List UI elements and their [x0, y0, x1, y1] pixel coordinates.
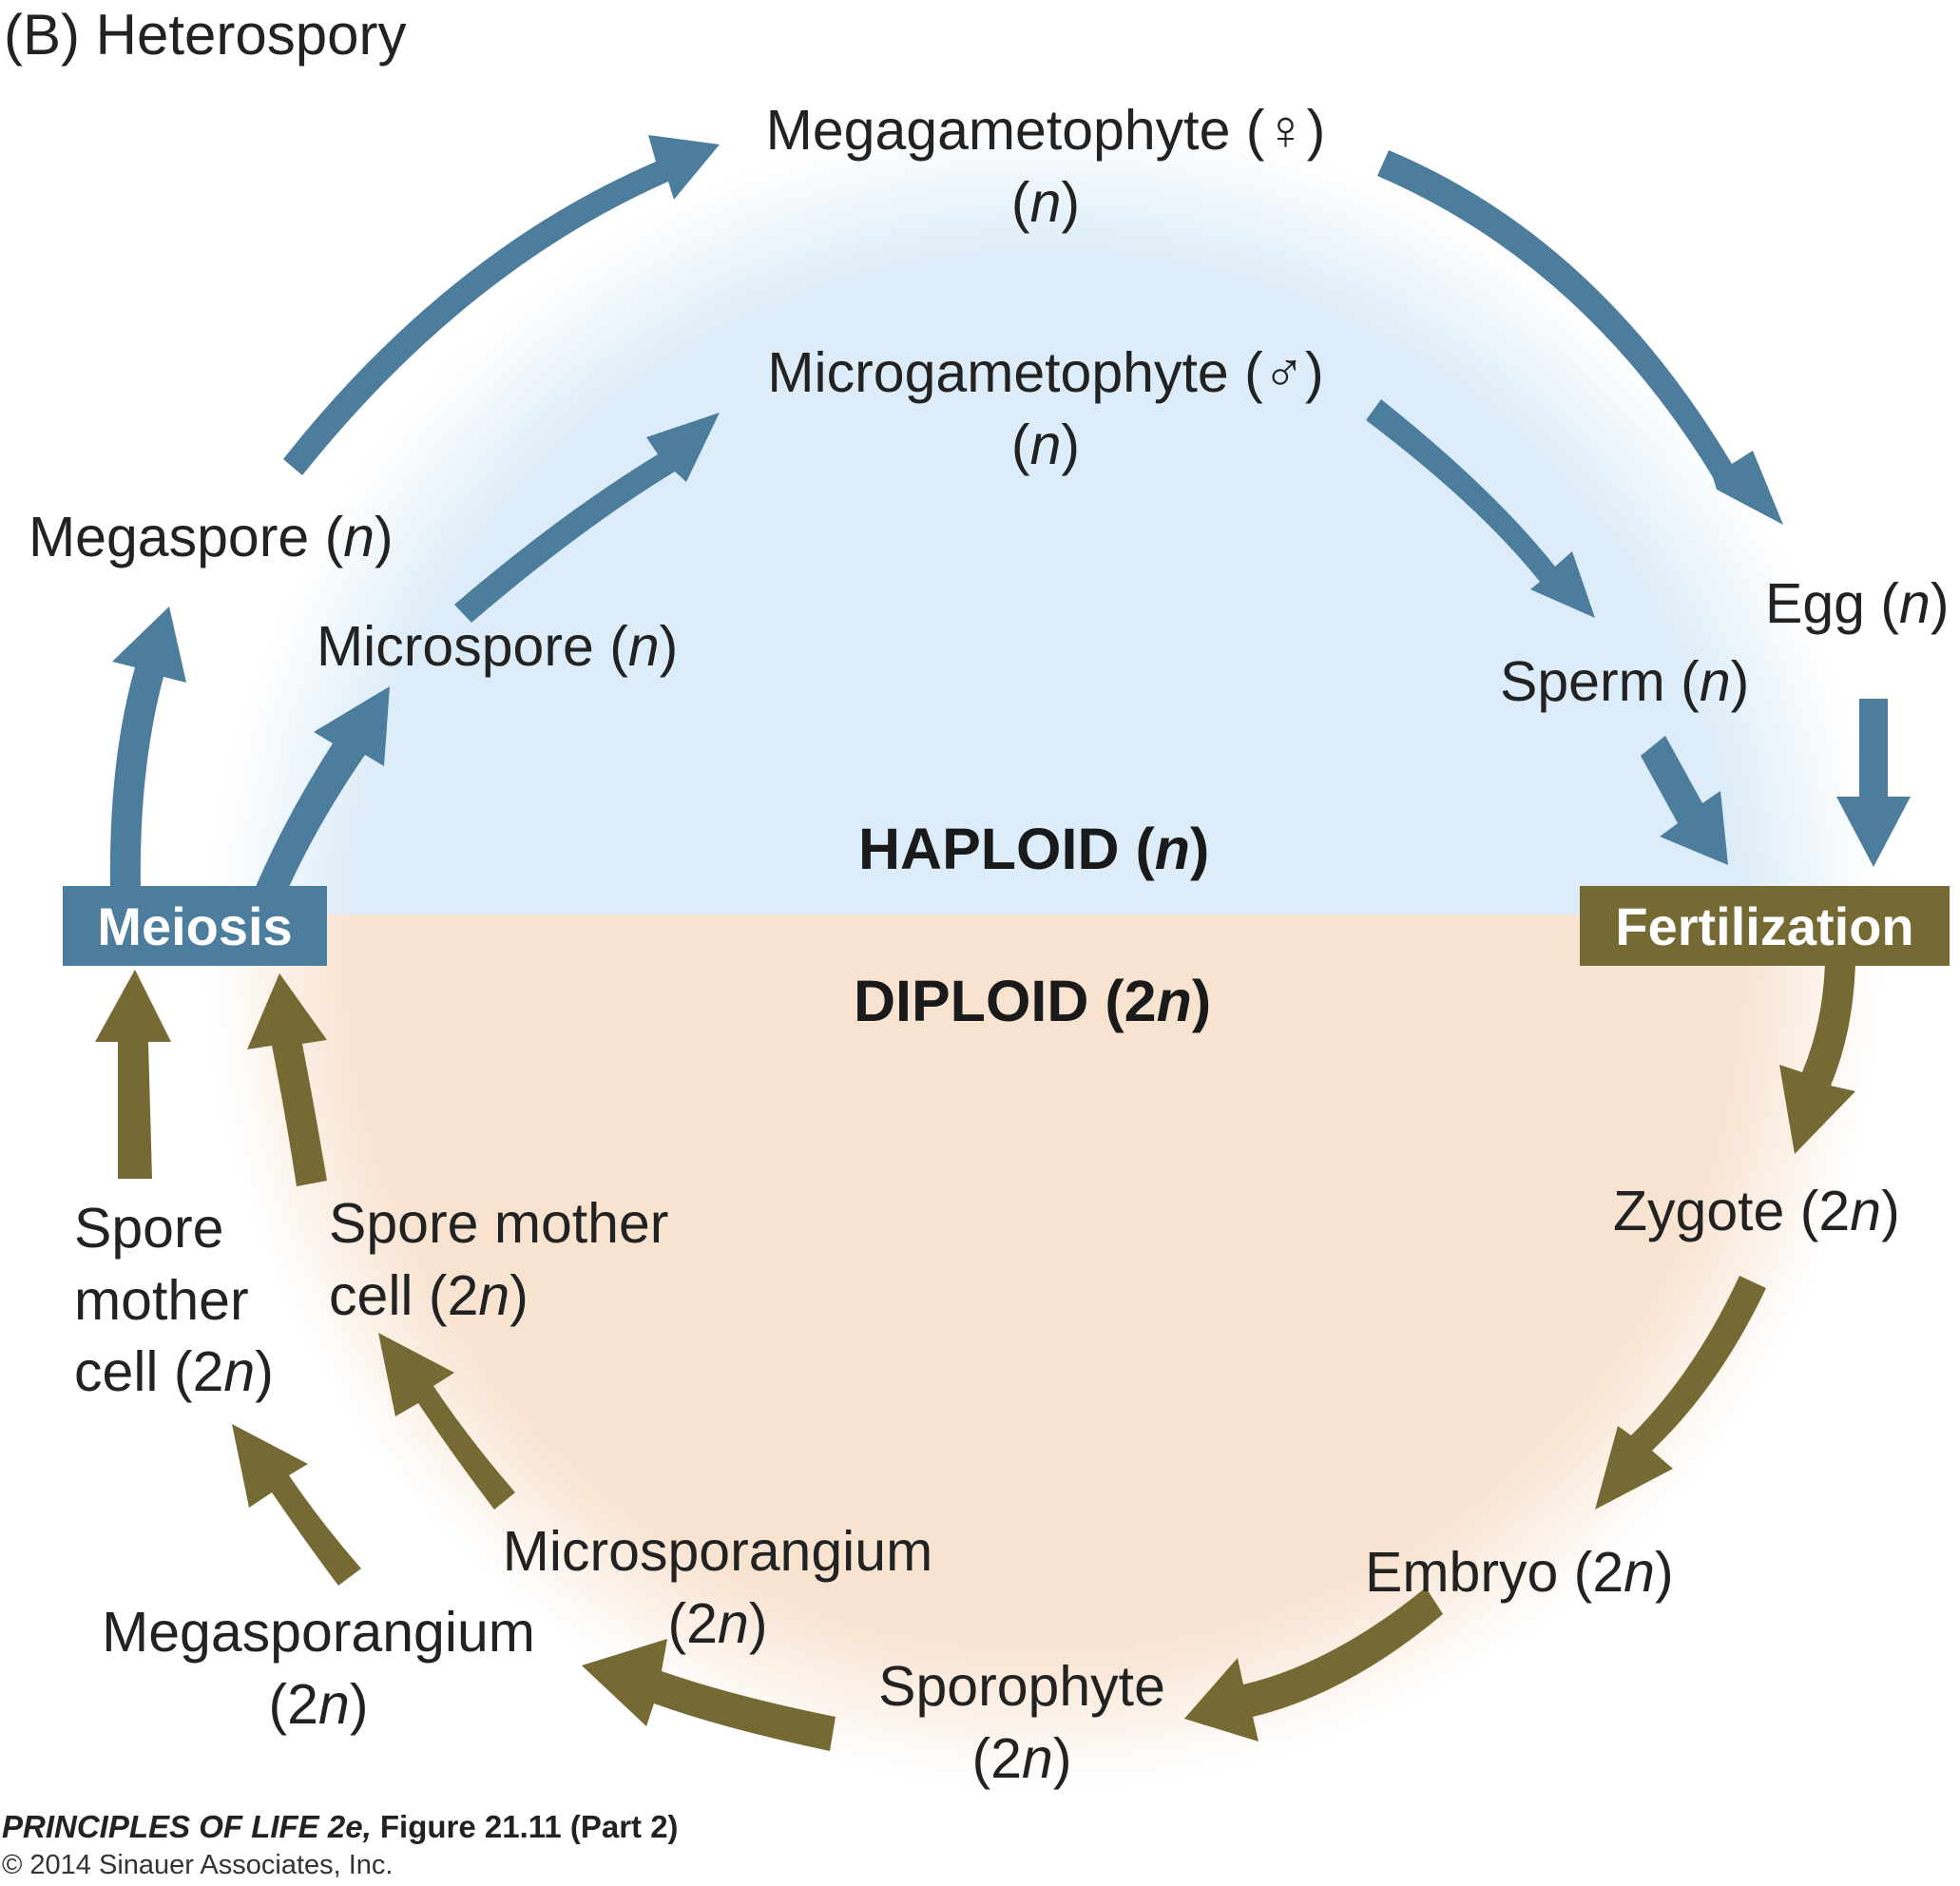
fertilization-label: Fertilization — [1615, 895, 1914, 956]
meiosis-label: Meiosis — [97, 895, 293, 956]
megaspore-label: Megaspore (n) — [29, 506, 394, 568]
egg-label: Egg (n) — [1765, 572, 1950, 635]
megasporangium-label: Megasporangium (2n) — [102, 1601, 535, 1736]
haploid-label: HAPLOID (n) — [858, 817, 1210, 881]
sperm-label: Sperm (n) — [1500, 650, 1750, 713]
zygote-label: Zygote (2n) — [1613, 1180, 1900, 1242]
figure-credit: PRINCIPLES OF LIFE 2e, Figure 21.11 (Part 2) — [2, 1809, 679, 1844]
microspore-label: Microspore (n) — [317, 615, 679, 678]
figure-title: (B) Heterospory — [4, 3, 407, 67]
microgametophyte-label: Microgametophyte (♂) (n) — [767, 341, 1324, 476]
copyright: © 2014 Sinauer Associates, Inc. — [2, 1850, 394, 1880]
diploid-label: DIPLOID (2n) — [854, 969, 1212, 1033]
sporophyte-label: Sporophyte (2n) — [878, 1655, 1165, 1790]
spore-mother-cell-inner-label: Spore mother cell (2n) — [329, 1192, 669, 1327]
microsporangium-label: Microsporangium (2n) — [502, 1520, 933, 1655]
embryo-label: Embryo (2n) — [1365, 1541, 1674, 1604]
meiosis-box — [63, 886, 327, 966]
spore-mother-cell-outer-label: Spore mother cell (2n) — [74, 1197, 274, 1404]
fertilization-box — [1580, 886, 1950, 966]
megagametophyte-label: Megagametophyte (♀) (n) — [765, 99, 1326, 234]
